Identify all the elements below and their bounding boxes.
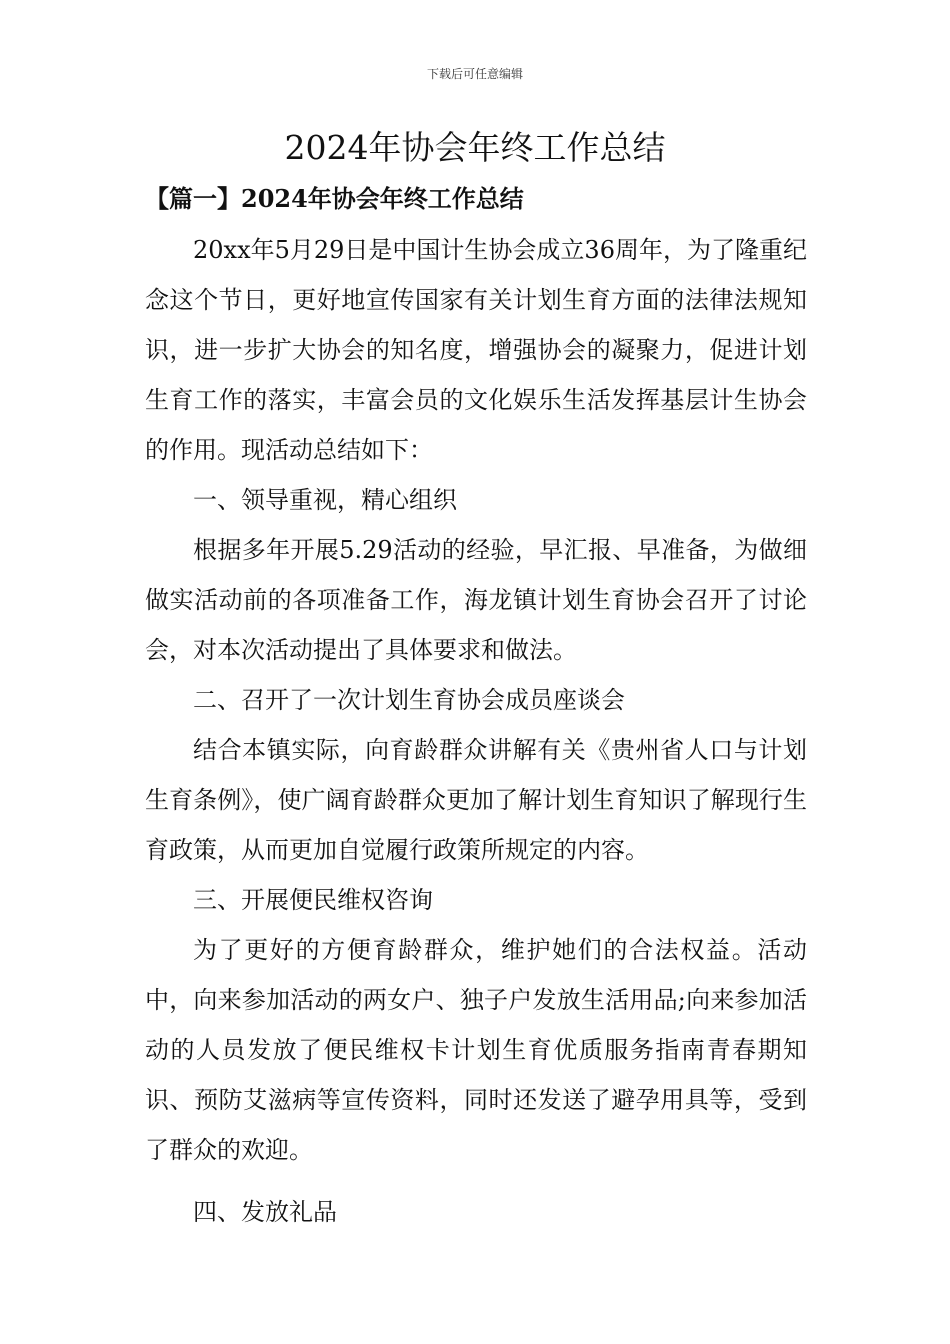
sub-heading-4: 四、发放礼品 xyxy=(193,1198,337,1226)
header-note: 下载后可任意编辑 xyxy=(426,67,523,81)
paragraph-1: 根据多年开展5.29活动的经验，早汇报、早准备，为做细做实活动前的各项准备工作，海龙镇计划生育协会召开了讨论会，对本次活动提出了具体要求和做法。 xyxy=(145,536,807,664)
sub-heading-1: 一、领导重视，精心组织 xyxy=(193,486,457,514)
paragraph-3: 为了更好的方便育龄群众，维护她们的合法权益。活动中，向来参加活动的两女户、独子户发放生活用品;向来参加活动的人员发放了便民维权卡计划生育优质服务指南青春期知识、预防艾滋病等宣传资料，同时还发送了避孕用具等，受到了群众的欢迎。 xyxy=(145,936,807,1164)
sub-heading-2: 二、召开了一次计划生育协会成员座谈会 xyxy=(193,686,625,714)
paragraph-2: 结合本镇实际，向育龄群众讲解有关《贵州省人口与计划生育条例》，使广阔育龄群众更加了解计划生育知识了解现行生育政策，从而更加自觉履行政策所规定的内容。 xyxy=(145,736,807,864)
sub-heading-3: 三、开展便民维权咨询 xyxy=(193,886,433,914)
paragraph-intro: 20xx年5月29日是中国计生协会成立36周年，为了隆重纪念这个节日，更好地宣传国家有关计划生育方面的法律法规知识，进一步扩大协会的知名度，增强协会的凝聚力，促进计划生育工作的落实，丰富会员的文化娱乐生活发挥基层计生协会的作用。现活动总结如下： xyxy=(145,236,807,464)
document-title: 2024年协会年终工作总结 xyxy=(284,128,666,167)
section-heading: 【篇一】2024年协会年终工作总结 xyxy=(145,184,524,213)
document-body xyxy=(145,225,807,1237)
